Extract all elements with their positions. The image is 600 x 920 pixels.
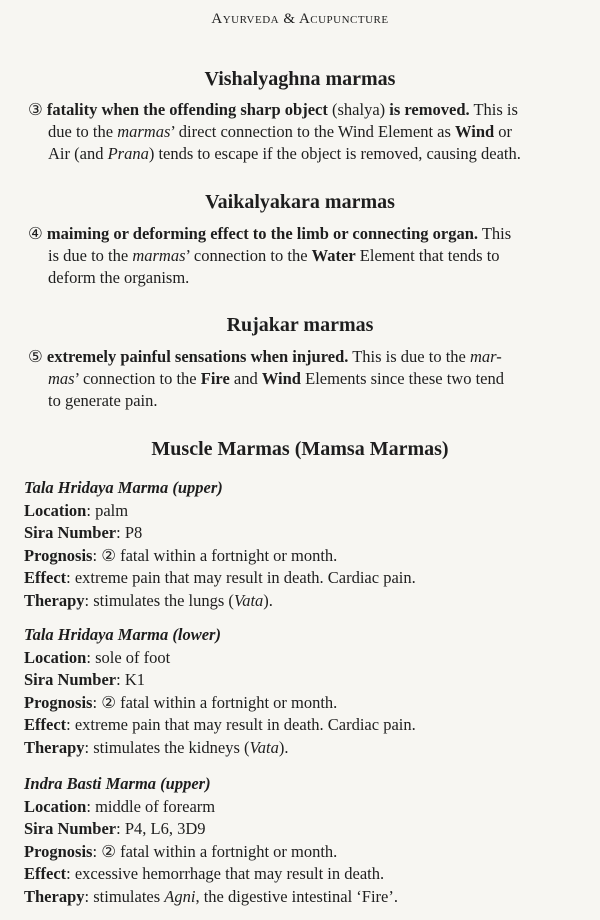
prognosis-value: ② fatal within a fortnight or month. <box>101 841 338 861</box>
italic-text: marmas <box>132 246 186 265</box>
therapy-value: stimulates <box>93 886 161 906</box>
bold-text: fatality when the offending sharp object <box>46 100 328 119</box>
sira-value: P4, L6, 3D9 <box>124 819 206 838</box>
bold-text: Wind <box>261 369 301 388</box>
sira-value: P8 <box>124 523 143 542</box>
text: deform the organism. <box>48 268 190 287</box>
prognosis-label: Prognosis <box>24 545 93 565</box>
location-label: Location <box>24 796 87 816</box>
prognosis-label: Prognosis <box>24 841 93 861</box>
text: This <box>481 224 512 243</box>
therapy-label: Therapy <box>24 737 85 757</box>
italic-text: Agni <box>164 886 196 906</box>
circled-number: ④ <box>28 224 43 243</box>
text: ’ connection to the <box>185 246 308 265</box>
text: due to the <box>48 122 114 141</box>
entry-title: Tala Hridaya Marma (upper) <box>24 478 223 497</box>
sira-value: K1 <box>124 670 146 689</box>
italic-text: marmas <box>117 122 171 141</box>
text: ). <box>263 590 273 610</box>
location-value: palm <box>95 500 129 520</box>
therapy-value: stimulates the kidneys ( <box>93 737 250 757</box>
italic-text: Vata <box>249 737 279 757</box>
bold-text: maiming or deforming effect to the limb or connecting organ. <box>46 224 478 243</box>
italic-text: Prana <box>107 144 149 163</box>
section-title-vishalyaghna: Vishalyaghna marmas <box>204 68 396 90</box>
text: (shalya) <box>332 100 386 119</box>
marma-entry: Tala Hridaya Marma (upper) Location: palm Sira Number: P8 Prognosis: ② fatal within a fortnight or month. Effect: extreme pain that may result in death. Cardiac pain. Therapy: stimulates the lungs (Vata). <box>24 477 584 612</box>
therapy-value: stimulates the lungs ( <box>93 590 234 610</box>
effect-value: excessive hemorrhage that may result in death. <box>74 864 385 883</box>
prognosis-value: ② fatal within a fortnight or month. <box>101 692 338 712</box>
text: ). <box>278 737 289 757</box>
paragraph-vishalyaghna <box>28 99 588 165</box>
text: This is <box>473 100 518 119</box>
section-title-rujakar: Rujakar marmas <box>226 314 374 336</box>
circled-number: ③ <box>28 100 43 119</box>
text: or <box>498 122 513 141</box>
paragraph-vaikalyakara <box>28 223 588 289</box>
text: to generate pain. <box>48 391 158 410</box>
text: is due to the <box>48 246 129 265</box>
sira-label: Sira Number <box>24 819 117 838</box>
location-label: Location <box>24 647 87 667</box>
therapy-label: Therapy <box>24 886 85 906</box>
location-label: Location <box>24 500 87 520</box>
circled-number: ⑤ <box>28 347 43 366</box>
sira-label: Sira Number <box>24 523 117 542</box>
text: , the digestive intestinal ‘Fire’. <box>195 886 398 906</box>
bold-text: Water <box>311 246 356 265</box>
entry-title: Tala Hridaya Marma (lower) <box>24 625 221 644</box>
italic-text: mas <box>48 369 75 388</box>
effect-label: Effect <box>24 864 67 883</box>
effect-label: Effect <box>24 568 67 587</box>
location-value: middle of forearm <box>95 796 216 816</box>
italic-text: Vata <box>233 590 264 610</box>
section-title-vaikalyakara: Vaikalyakara marmas <box>205 191 395 213</box>
bold-text: extremely painful sensations when injured. <box>46 347 349 366</box>
text: ’ connection to the <box>74 369 197 388</box>
location-value: sole of foot <box>95 647 171 667</box>
bold-text: Fire <box>200 369 230 388</box>
sira-label: Sira Number <box>24 670 117 689</box>
prognosis-value: ② fatal within a fortnight or month. <box>101 545 338 565</box>
effect-value: extreme pain that may result in death. Cardiac pain. <box>74 568 416 587</box>
text: Air (and <box>48 144 104 163</box>
running-head: Ayurveda & Acupuncture <box>211 11 389 27</box>
marma-entry: Tala Hridaya Marma (lower) Location: sole of foot Sira Number: K1 Prognosis: ② fatal within a fortnight or month. Effect: extreme pain that may result in death. Cardiac pain. Therapy: stimulates the kidneys (Vata). <box>24 624 584 759</box>
text: and <box>233 369 258 388</box>
bold-text: Wind <box>455 122 495 141</box>
prognosis-label: Prognosis <box>24 692 93 712</box>
therapy-label: Therapy <box>24 590 85 610</box>
italic-text: mar- <box>470 347 502 366</box>
text: ’ direct connection to the Wind Element as <box>170 122 451 141</box>
entry-title: Indra Basti Marma (upper) <box>24 774 211 793</box>
marma-entry: Indra Basti Marma (upper) Location: middle of forearm Sira Number: P4, L6, 3D9 Prognosis: ② fatal within a fortnight or month. Effect: excessive hemorrhage that may result in death. Therapy: stimulates Agni, the digestive intestinal ‘Fire’. <box>24 773 584 908</box>
effect-label: Effect <box>24 715 67 734</box>
text: Elements since these two tend <box>305 369 504 388</box>
bold-text: is removed. <box>389 100 470 119</box>
muscle-marmas-heading: Muscle Marmas (Mamsa Marmas) <box>151 438 449 460</box>
effect-value: extreme pain that may result in death. Cardiac pain. <box>74 715 416 734</box>
paragraph-rujakar <box>28 346 588 412</box>
text: Element that tends to <box>359 246 500 265</box>
text: This is due to the <box>352 347 466 366</box>
text: ) tends to escape if the object is removed, causing death. <box>148 144 521 163</box>
